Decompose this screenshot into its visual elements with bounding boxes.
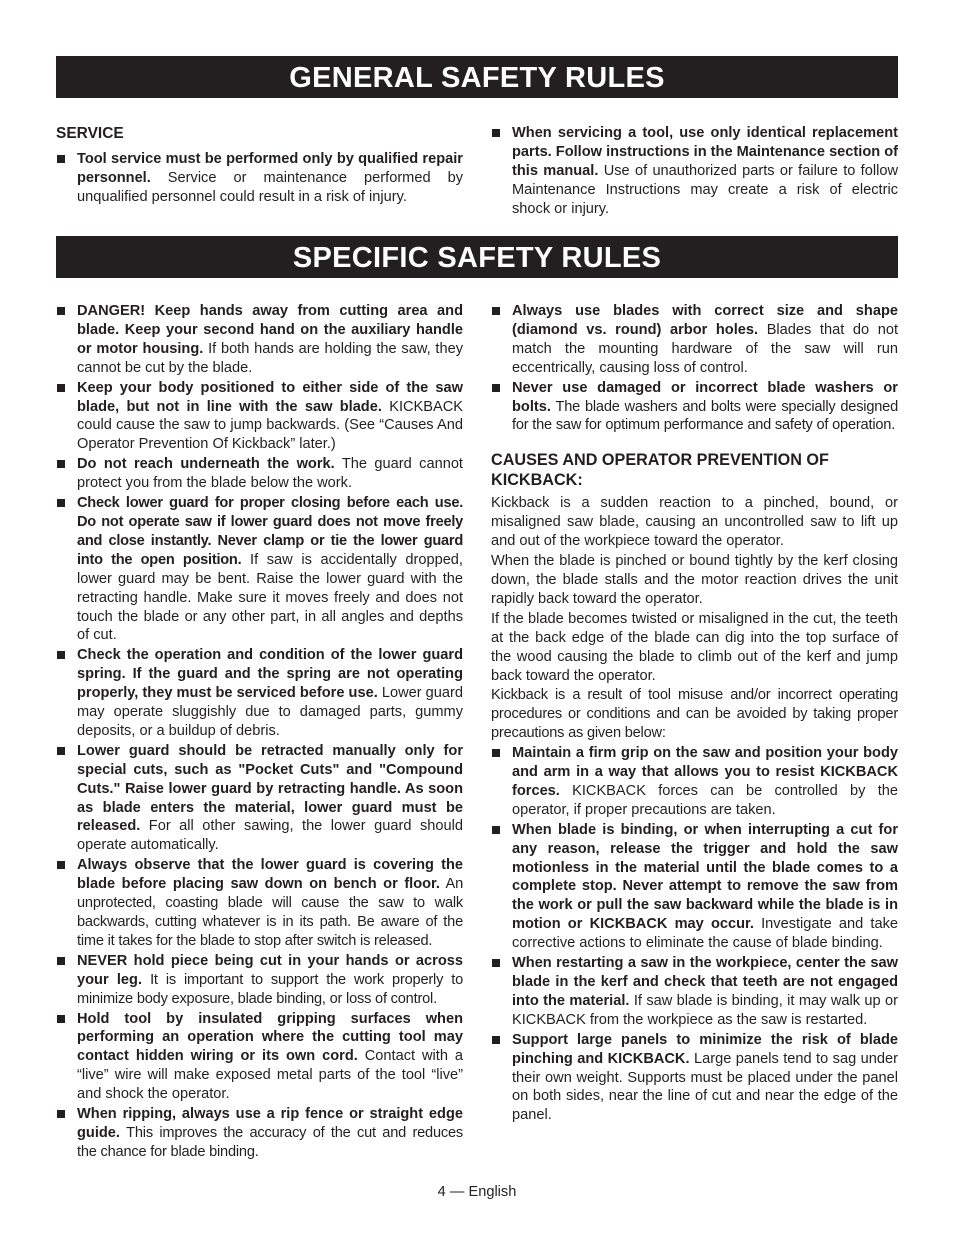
item-bold-text: Do not reach underneath the work. [77, 456, 335, 473]
list-item [56, 856, 463, 951]
list-item [491, 302, 898, 378]
bullet-square-icon [57, 1015, 65, 1023]
bullet-square-icon [492, 129, 500, 137]
service-heading: SERVICE [56, 125, 124, 142]
item-bold-text: Tool service must be performed only by qualified repair personnel. [77, 151, 463, 186]
service-left-column [56, 124, 463, 207]
kickback-heading: CAUSES AND OPERATOR PREVENTION OF KICKBACK: [491, 451, 829, 490]
item-text: If saw blade is binding, it may walk up or KICKBACK from the workpiece as the saw is restarted. [512, 992, 898, 1028]
list-item [491, 1031, 898, 1126]
bullet-square-icon [57, 307, 65, 315]
kickback-paragraph: Kickback is a sudden reaction to a pinched, bound, or misaligned saw blade, causing an uncontrolled saw to lift up and out of the workpiece toward the operator. [491, 495, 898, 550]
item-bold-text: Check the operation and condition of the lower guard spring. If the guard and the spring are not operating properly, they must be serviced before use. [77, 647, 463, 702]
item-text: For all other sawing, the lower guard should operate automatically. [77, 818, 463, 854]
bullet-square-icon [57, 957, 65, 965]
bullet-square-icon [57, 499, 65, 507]
item-text: Use of unauthorized parts or failure to follow Maintenance Instructions may create a risk of electric shock or injury. [512, 162, 898, 217]
bullet-square-icon [492, 826, 500, 834]
list-item [491, 744, 898, 820]
bullet-square-icon [492, 307, 500, 315]
list-item [56, 1105, 463, 1162]
service-item [491, 124, 898, 219]
kickback-paragraph: If the blade becomes twisted or misaligned in the cut, the teeth at the back edge of the blade can dig into the top surface of the wood causing the blade to climb out of the kerf and jump back toward the operator. [491, 610, 898, 684]
item-text: It is important to support the work properly to minimize body exposure, blade binding, or loss of control. [77, 971, 463, 1007]
specific-right-column [491, 302, 898, 1125]
item-text: The guard cannot protect you from the blade below the work. [77, 456, 463, 492]
list-item [56, 302, 463, 378]
item-bold-text: When blade is binding, or when interrupting a cut for any reason, release the trigger and hold the saw motionless in the material until the blade comes to a complete stop. Never attempt to remove the saw from the work or pull the saw backward while the blade is in motion or KICKBACK may occur. [512, 821, 898, 933]
list-item [56, 379, 463, 455]
item-bold-text: Keep your body positioned to either side of the saw blade, but not in line with the saw blade. [77, 379, 463, 415]
item-text: Contact with a “live” wire will make exposed metal parts of the tool “live” and shock the operator. [77, 1048, 463, 1103]
item-bold-text: Lower guard should be retracted manually only for special cuts, such as "Pocket Cuts" and "Compound Cuts." Raise lower guard by retracting handle. As soon as blade enters the material, lower guard must be released. [77, 742, 463, 835]
bullet-square-icon [57, 861, 65, 869]
item-text: Investigate and take corrective actions to eliminate the cause of blade binding. [512, 916, 898, 952]
item-text: Lower guard may operate sluggishly due to damaged parts, gummy deposits, or a buildup of debris. [77, 685, 463, 739]
bullet-square-icon [492, 749, 500, 757]
list-item [491, 821, 898, 953]
item-bold-text: DANGER! Keep hands away from cutting area and blade. Keep your second hand on the auxiliary handle or motor housing. [77, 303, 463, 357]
list-item [56, 494, 463, 645]
page-footer: 4 — English [437, 1184, 517, 1200]
general-safety-rules-banner: GENERAL SAFETY RULES [56, 56, 898, 98]
bullet-square-icon [57, 747, 65, 755]
specific-left-column [56, 302, 463, 1162]
item-bold-text: Always use blades with correct size and shape (diamond vs. round) arbor holes. [512, 303, 898, 338]
service-item [56, 150, 463, 207]
list-item [56, 646, 463, 741]
item-text: If saw is accidentally dropped, lower guard may be bent. Raise the lower guard with the retracting handle. Make sure it moves freely and does not touch the blade or any other part, in all angles and depths of cut. [77, 551, 463, 644]
item-text: This improves the accuracy of the cut and reduces the chance for blade binding. [77, 1124, 463, 1160]
item-bold-text: Never use damaged or incorrect blade washers or bolts. [512, 379, 898, 415]
list-item [56, 455, 463, 493]
item-text: Blades that do not match the mounting hardware of the saw will run eccentrically, causing loss of control. [512, 321, 899, 376]
item-text: Service or maintenance performed by unqualified personnel could result in a risk of injury. [77, 169, 463, 205]
item-bold-text: Maintain a firm grip on the saw and position your body and arm in a way that allows you to resist KICKBACK forces. [512, 745, 898, 799]
item-bold-text: When ripping, always use a rip fence or straight edge guide. [77, 1106, 463, 1141]
kickback-paragraph: Kickback is a result of tool misuse and/or incorrect operating procedures or conditions and can be avoided by taking proper precautions as given below: [491, 687, 898, 742]
bullet-square-icon [57, 384, 65, 392]
item-bold-text: Check lower guard for proper closing before each use. Do not operate saw if lower guard does not move freely and close instantly. Never clamp or tie the lower guard into the open position. [77, 495, 463, 568]
list-item [491, 379, 898, 436]
list-item [491, 954, 898, 1030]
bullet-square-icon [492, 959, 500, 967]
bullet-square-icon [492, 384, 500, 392]
service-right-column [491, 124, 898, 219]
bullet-square-icon [57, 1110, 65, 1118]
list-item [56, 952, 463, 1009]
item-text: KICKBACK could cause the saw to jump backwards. (See “Causes And Operator Prevention Of Kickback” later.) [77, 398, 464, 453]
item-text: KICKBACK forces can be controlled by the operator, if proper precautions are taken. [512, 782, 898, 818]
item-bold-text: Always observe that the lower guard is covering the blade before placing saw down on bench or floor. [77, 857, 463, 893]
item-bold-text: Hold tool by insulated gripping surfaces when performing an operation where the cutting tool may contact hidden wiring or its own cord. [77, 1010, 463, 1065]
item-bold-text: NEVER hold piece being cut in your hands or across your leg. [77, 952, 463, 988]
specific-safety-rules-banner: SPECIFIC SAFETY RULES [56, 236, 898, 278]
item-bold-text: Support large panels to minimize the risk of blade pinching and KICKBACK. [512, 1031, 898, 1067]
item-text: An unprotected, coasting blade will cause the saw to walk backwards, cutting whatever is in its path. Be aware of the time it takes for the blade to stop after switch is released. [77, 876, 463, 949]
item-text: If both hands are holding the saw, they cannot be cut by the blade. [77, 340, 463, 376]
list-item [56, 742, 463, 855]
kickback-paragraph: When the blade is pinched or bound tightly by the kerf closing down, the blade stalls and the motor reaction drives the unit rapidly back toward the operator. [491, 553, 898, 607]
item-text: The blade washers and bolts were specially designed for the saw for optimum performance and safety of operation. [512, 398, 898, 434]
item-bold-text: When servicing a tool, use only identical replacement parts. Follow instructions in the Maintenance section of this manual. [512, 125, 898, 179]
list-item [56, 1010, 463, 1105]
bullet-square-icon [57, 651, 65, 659]
item-bold-text: When restarting a saw in the workpiece, center the saw blade in the kerf and check that teeth are not engaged into the material. [512, 955, 898, 1009]
bullet-square-icon [57, 460, 65, 468]
item-text: Large panels tend to sag under their own weight. Supports must be placed under the panel on both sides, near the line of cut and near the edge of the panel. [512, 1050, 898, 1124]
bullet-square-icon [492, 1036, 500, 1044]
bullet-square-icon [57, 155, 65, 163]
